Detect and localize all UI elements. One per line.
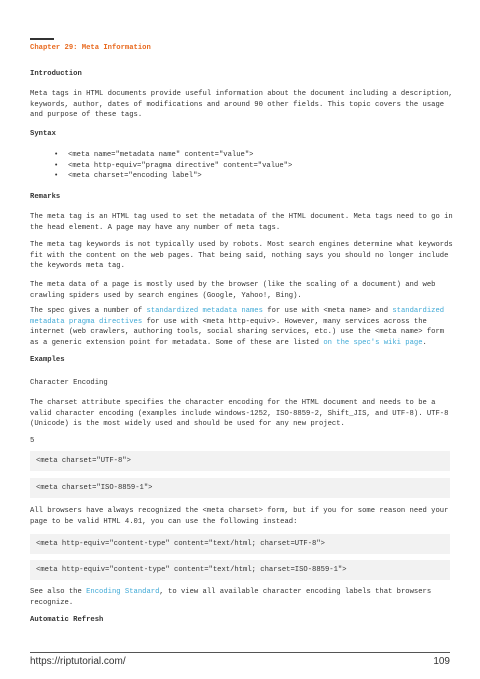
character-encoding-subheading: Character Encoding — [30, 379, 108, 387]
remarks-paragraph-3: The meta data of a page is mostly used by the browser (like the scaling of a document) and web crawling spiders used by search engines (Google, Yahoo!, Bing). — [30, 281, 436, 300]
footer-divider — [30, 652, 450, 653]
bullet-icon: • — [54, 172, 59, 180]
code-block-http-equiv-utf8: <meta http-equiv="content-type" content="text/html; charset=UTF-8"> — [30, 534, 450, 554]
syntax-item: • <meta charset="encoding label"> — [54, 172, 202, 180]
see-also-paragraph: See also the Encoding Standard, to view all available character encoding labels that browsers recognize. — [30, 588, 432, 607]
link-standardized-pragma-directives[interactable]: standardized metadata pragma directives — [30, 307, 445, 326]
bullet-icon: • — [54, 161, 59, 170]
link-standardized-metadata-names[interactable]: standardized metadata names — [146, 307, 263, 315]
syntax-item: • <meta name="metadata name" content="value"> — [54, 151, 254, 159]
introduction-heading: Introduction — [30, 70, 82, 78]
chapter-title: Chapter 29: Meta Information — [30, 44, 151, 52]
bullet-icon: • — [54, 151, 59, 159]
footer-url[interactable]: https://riptutorial.com/ — [30, 656, 126, 667]
example-number: 5 — [30, 437, 35, 445]
introduction-text: Meta tags in HTML documents provide useful information about the document including a description, keywords, author, dates of modifications and around 90 other fields. This topic covers the usage and purpose of these tags. — [30, 90, 453, 119]
code-block-iso: <meta charset="ISO-8859-1"> — [30, 478, 450, 498]
syntax-item: • <meta http-equiv="pragma directive" content="value"> — [54, 161, 293, 170]
browsers-paragraph: All browsers have always recognized the <meta charset> form, but if you for some reason need your page to be valid HTML 4.01, you can use the following instead: — [30, 507, 449, 526]
chapter-rule — [30, 38, 54, 40]
code-block-utf8: <meta charset="UTF-8"> — [30, 451, 450, 471]
code-block-http-equiv-iso: <meta http-equiv="content-type" content="text/html; charset=ISO-8859-1"> — [30, 560, 450, 580]
syntax-list — [54, 150, 292, 182]
link-encoding-standard[interactable]: Encoding Standard — [86, 588, 160, 596]
remarks-paragraph-2: The meta tag keywords is not typically used by robots. Most search engines determine what keywords fit with the content on the web pages. That being said, nothing says you should no longer include the keywords meta tag. — [30, 241, 453, 270]
automatic-refresh-heading: Automatic Refresh — [30, 616, 104, 624]
examples-heading: Examples — [30, 356, 65, 364]
charset-paragraph: The charset attribute specifies the character encoding for the HTML document and needs to be a valid character encoding (examples include windows-1252, ISO-8859-2, Shift_JIS, and UTF-8). UTF-8 (Unicode) is the most widely used and should be used for any new project. — [30, 399, 449, 428]
page-number: 109 — [433, 656, 450, 667]
remarks-paragraph-1: The meta tag is an HTML tag used to set the metadata of the HTML document. Meta tags need to go in the head element. A page may have any number of meta tags. — [30, 213, 453, 232]
remarks-paragraph-4: The spec gives a number of standardized metadata names for use with <meta name> and standardized metadata pragma directives for use with <meta http-equiv>. However, many services across the internet (web crawlers, authoring tools, social sharing services, etc.) use the <meta name> form as a generic extension point for metadata. Some of these are listed on the spec's wiki page. — [30, 307, 445, 347]
link-spec-wiki-page[interactable]: on the spec's wiki page — [323, 338, 423, 347]
syntax-heading: Syntax — [30, 130, 56, 138]
remarks-heading: Remarks — [30, 193, 61, 201]
